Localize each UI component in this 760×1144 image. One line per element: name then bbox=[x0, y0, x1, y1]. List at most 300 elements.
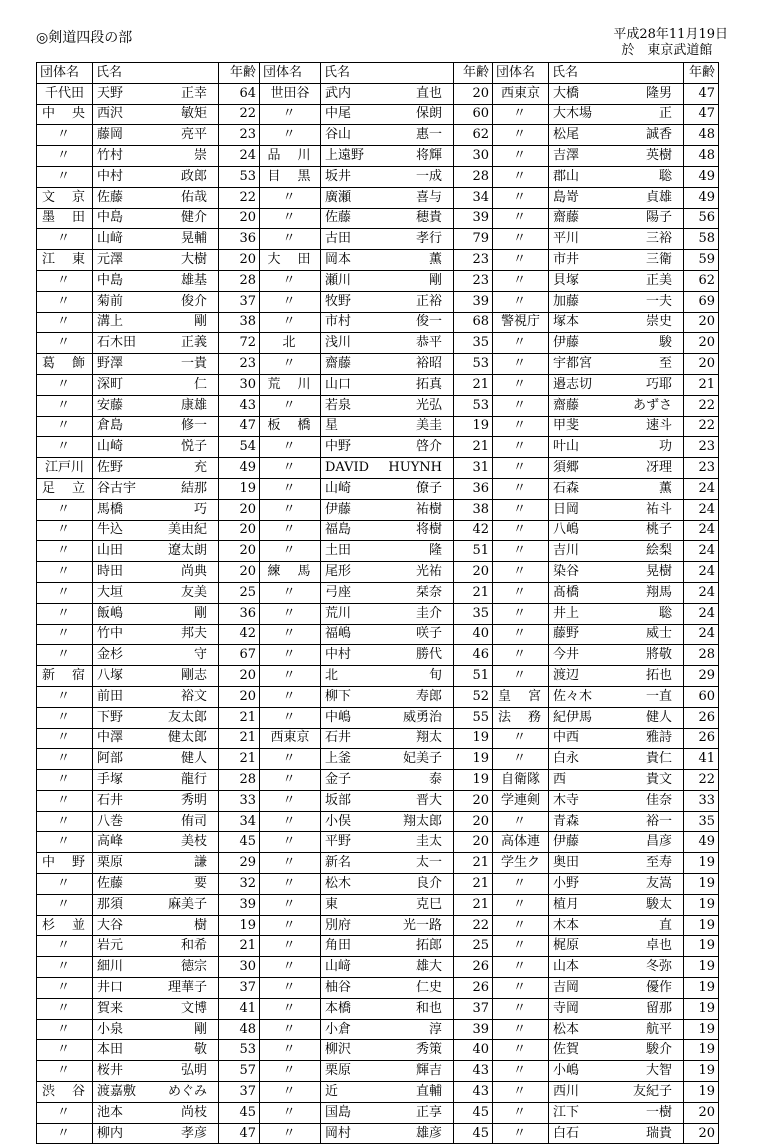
age-cell: 48 bbox=[684, 125, 719, 146]
org-cell: 〃 bbox=[37, 894, 93, 915]
family-name: 日岡 bbox=[553, 501, 580, 517]
family-name: 浅川 bbox=[325, 335, 352, 351]
age-cell: 30 bbox=[219, 957, 260, 978]
family-name: 石木田 bbox=[97, 335, 137, 351]
table-row bbox=[493, 728, 719, 749]
table-row bbox=[37, 1123, 260, 1144]
age-cell: 45 bbox=[454, 1123, 493, 1144]
age-cell: 21 bbox=[219, 936, 260, 957]
age-cell: 43 bbox=[454, 1061, 493, 1082]
table-row bbox=[493, 978, 719, 999]
age-cell: 43 bbox=[219, 395, 260, 416]
table-row bbox=[37, 853, 260, 874]
name-cell bbox=[321, 874, 454, 895]
given-name: 拓郎 bbox=[415, 938, 442, 954]
org-cell: 〃 bbox=[493, 333, 549, 354]
org-cell: 〃 bbox=[37, 520, 93, 541]
family-name: 平野 bbox=[325, 834, 352, 850]
name-cell bbox=[549, 83, 684, 104]
name-cell bbox=[321, 832, 454, 853]
table-row bbox=[37, 312, 260, 333]
name-cell bbox=[549, 915, 684, 936]
table-row bbox=[37, 354, 260, 375]
age-cell: 45 bbox=[219, 832, 260, 853]
age-cell: 72 bbox=[219, 333, 260, 354]
org-cell: 〃 bbox=[37, 166, 93, 187]
name-cell bbox=[549, 603, 684, 624]
table-row bbox=[37, 686, 260, 707]
age-cell: 42 bbox=[219, 624, 260, 645]
name-cell bbox=[549, 978, 684, 999]
org-cell: 中 央 bbox=[37, 104, 93, 125]
family-name: 本田 bbox=[97, 1042, 124, 1058]
org-cell: 〃 bbox=[260, 978, 321, 999]
org-cell: 〃 bbox=[37, 270, 93, 291]
name-cell bbox=[549, 291, 684, 312]
name-cell bbox=[93, 749, 219, 770]
family-name: 中野 bbox=[325, 439, 352, 455]
org-cell: 〃 bbox=[37, 749, 93, 770]
table-row bbox=[37, 1082, 260, 1103]
given-name: 良介 bbox=[415, 875, 442, 891]
age-cell: 22 bbox=[684, 416, 719, 437]
table-row bbox=[493, 562, 719, 583]
given-name: 隆 bbox=[428, 543, 442, 559]
name-cell bbox=[321, 770, 454, 791]
table-row bbox=[493, 520, 719, 541]
org-cell: 〃 bbox=[260, 749, 321, 770]
name-cell bbox=[549, 354, 684, 375]
org-cell: 〃 bbox=[260, 874, 321, 895]
family-name: 倉島 bbox=[97, 418, 124, 434]
given-name: あずさ bbox=[632, 397, 672, 413]
family-name: 奥田 bbox=[553, 855, 580, 871]
given-name: 正 bbox=[658, 106, 672, 122]
family-name: 石井 bbox=[325, 730, 352, 746]
table-row bbox=[493, 874, 719, 895]
family-name: 白永 bbox=[553, 751, 580, 767]
given-name: 麻美子 bbox=[167, 896, 207, 912]
given-name: 美圭 bbox=[415, 418, 442, 434]
org-cell: 文 京 bbox=[37, 187, 93, 208]
table-row bbox=[260, 520, 493, 541]
name-cell bbox=[549, 333, 684, 354]
given-name: 謙 bbox=[193, 855, 207, 871]
family-name: 岩元 bbox=[97, 938, 124, 954]
age-cell: 20 bbox=[684, 354, 719, 375]
table-row bbox=[260, 437, 493, 458]
table-row bbox=[493, 104, 719, 125]
table-row bbox=[493, 416, 719, 437]
age-cell: 20 bbox=[219, 208, 260, 229]
given-name: 圭太 bbox=[415, 834, 442, 850]
given-name: 雄彦 bbox=[415, 1125, 442, 1141]
name-cell bbox=[93, 1040, 219, 1061]
table-row bbox=[493, 166, 719, 187]
age-cell: 30 bbox=[454, 146, 493, 167]
age-cell: 26 bbox=[454, 978, 493, 999]
name-cell bbox=[321, 1082, 454, 1103]
age-cell: 20 bbox=[219, 562, 260, 583]
name-cell bbox=[93, 187, 219, 208]
table-row bbox=[493, 957, 719, 978]
given-name: 祐樹 bbox=[415, 501, 442, 517]
family-name: 井口 bbox=[97, 979, 124, 995]
table-row bbox=[493, 1061, 719, 1082]
age-cell: 23 bbox=[219, 125, 260, 146]
org-cell: 〃 bbox=[493, 1123, 549, 1144]
table-row bbox=[260, 208, 493, 229]
given-name: 啓介 bbox=[415, 439, 442, 455]
org-cell: 法 務 bbox=[493, 707, 549, 728]
age-cell: 22 bbox=[219, 104, 260, 125]
given-name: 樹 bbox=[193, 917, 207, 933]
family-name: 邉志切 bbox=[553, 376, 593, 392]
age-cell: 36 bbox=[219, 229, 260, 250]
age-cell: 24 bbox=[684, 541, 719, 562]
given-name: 貴仁 bbox=[645, 751, 672, 767]
family-name: 尾形 bbox=[325, 564, 352, 580]
name-cell bbox=[93, 853, 219, 874]
age-cell: 47 bbox=[219, 1123, 260, 1144]
org-cell: 〃 bbox=[260, 125, 321, 146]
table-row bbox=[37, 499, 260, 520]
org-cell: 〃 bbox=[493, 1082, 549, 1103]
age-cell: 24 bbox=[684, 603, 719, 624]
given-name: 淳 bbox=[428, 1021, 442, 1037]
name-cell bbox=[321, 312, 454, 333]
age-cell: 62 bbox=[684, 270, 719, 291]
family-name: 大垣 bbox=[97, 584, 124, 600]
table-row bbox=[37, 229, 260, 250]
table-row bbox=[493, 395, 719, 416]
given-name: 輝吉 bbox=[415, 1063, 442, 1079]
name-cell bbox=[93, 1082, 219, 1103]
family-name: 桜井 bbox=[97, 1063, 124, 1079]
org-cell: 〃 bbox=[260, 645, 321, 666]
name-cell bbox=[321, 83, 454, 104]
name-cell bbox=[321, 354, 454, 375]
given-name: 貞雄 bbox=[645, 189, 672, 205]
org-cell: 〃 bbox=[260, 666, 321, 687]
org-cell: 〃 bbox=[493, 125, 549, 146]
name-cell bbox=[549, 853, 684, 874]
family-name: 齋藤 bbox=[325, 356, 352, 372]
family-name: 金子 bbox=[325, 771, 352, 787]
org-cell: 〃 bbox=[37, 603, 93, 624]
given-name: 英樹 bbox=[645, 148, 672, 164]
table-row bbox=[260, 458, 493, 479]
age-cell: 22 bbox=[684, 395, 719, 416]
given-name: 剛志 bbox=[180, 668, 207, 683]
family-name: 小泉 bbox=[97, 1021, 124, 1037]
org-cell: 〃 bbox=[260, 770, 321, 791]
given-name: 光一路 bbox=[402, 917, 442, 933]
name-cell bbox=[549, 666, 684, 687]
age-cell: 64 bbox=[219, 83, 260, 104]
table-row bbox=[260, 936, 493, 957]
family-name: 本橋 bbox=[325, 1000, 352, 1016]
age-cell: 37 bbox=[219, 291, 260, 312]
table-row bbox=[260, 270, 493, 291]
org-cell: 〃 bbox=[37, 832, 93, 853]
given-name: 一成 bbox=[415, 168, 442, 184]
org-cell: 中 野 bbox=[37, 853, 93, 874]
age-cell: 24 bbox=[684, 624, 719, 645]
name-cell bbox=[321, 146, 454, 167]
column-header-org: 団体名 bbox=[37, 63, 93, 84]
given-name: 昌彦 bbox=[645, 834, 672, 850]
table-row bbox=[493, 1040, 719, 1061]
org-cell: 〃 bbox=[37, 229, 93, 250]
given-name: 裕一 bbox=[645, 813, 672, 829]
name-cell bbox=[93, 936, 219, 957]
column-header-age: 年齢 bbox=[684, 63, 719, 84]
org-cell: 〃 bbox=[493, 811, 549, 832]
column-header-name: 氏名 bbox=[93, 63, 219, 84]
name-cell bbox=[321, 291, 454, 312]
age-cell: 48 bbox=[684, 146, 719, 167]
family-name: 吉岡 bbox=[553, 979, 580, 995]
given-name: 拓真 bbox=[415, 376, 442, 392]
age-cell: 51 bbox=[454, 666, 493, 687]
org-cell: 〃 bbox=[260, 1082, 321, 1103]
name-cell bbox=[321, 666, 454, 687]
age-cell: 20 bbox=[454, 832, 493, 853]
name-cell bbox=[321, 333, 454, 354]
given-name: 敏矩 bbox=[180, 106, 207, 122]
age-cell: 19 bbox=[684, 998, 719, 1019]
event-info bbox=[613, 27, 728, 59]
family-name: 西 bbox=[553, 771, 567, 787]
age-cell: 53 bbox=[219, 166, 260, 187]
family-name: 貝塚 bbox=[553, 272, 580, 288]
family-name: 伊藤 bbox=[325, 501, 352, 517]
name-cell bbox=[321, 374, 454, 395]
name-cell bbox=[93, 686, 219, 707]
family-name: 佐藤 bbox=[97, 189, 124, 205]
family-name: 中澤 bbox=[97, 730, 124, 746]
name-cell bbox=[93, 291, 219, 312]
family-name: 山崎 bbox=[97, 439, 124, 455]
name-cell bbox=[549, 1082, 684, 1103]
name-cell bbox=[321, 250, 454, 271]
given-name: 栞奈 bbox=[415, 584, 442, 600]
table-row bbox=[493, 936, 719, 957]
given-name: 友嵩 bbox=[645, 875, 672, 891]
given-name: 剛 bbox=[193, 1021, 207, 1037]
age-cell: 49 bbox=[684, 832, 719, 853]
org-cell: 〃 bbox=[37, 936, 93, 957]
name-cell bbox=[93, 83, 219, 104]
name-cell bbox=[93, 1123, 219, 1144]
given-name: 一直 bbox=[645, 688, 672, 704]
given-name: 惠一 bbox=[415, 127, 442, 143]
given-name: 巧 bbox=[193, 501, 207, 517]
table-row bbox=[493, 437, 719, 458]
given-name: 邦夫 bbox=[180, 626, 207, 642]
given-name: 穂貴 bbox=[415, 210, 442, 226]
table-row bbox=[37, 978, 260, 999]
family-name: 梶原 bbox=[553, 938, 580, 954]
family-name: 佐藤 bbox=[97, 875, 124, 891]
org-cell: 〃 bbox=[37, 146, 93, 167]
table-header-row bbox=[37, 63, 260, 84]
org-cell: 〃 bbox=[260, 853, 321, 874]
age-cell: 21 bbox=[454, 894, 493, 915]
table-row bbox=[37, 770, 260, 791]
table-row bbox=[493, 146, 719, 167]
given-name: 雅詩 bbox=[645, 730, 672, 746]
age-cell: 19 bbox=[219, 478, 260, 499]
family-name: 坂井 bbox=[325, 168, 352, 184]
age-cell: 19 bbox=[454, 770, 493, 791]
name-cell bbox=[93, 666, 219, 687]
age-cell: 20 bbox=[684, 312, 719, 333]
table-row bbox=[260, 1082, 493, 1103]
table-row bbox=[260, 395, 493, 416]
family-name: 市村 bbox=[325, 314, 352, 330]
org-cell: 〃 bbox=[493, 291, 549, 312]
given-name: 一貴 bbox=[180, 356, 207, 372]
family-name: 大橋 bbox=[553, 85, 580, 101]
name-cell bbox=[321, 645, 454, 666]
given-name: 雄大 bbox=[415, 959, 442, 975]
name-cell bbox=[93, 770, 219, 791]
family-name: 柳沢 bbox=[325, 1042, 352, 1058]
table-row bbox=[260, 686, 493, 707]
given-name: 直也 bbox=[415, 85, 442, 101]
org-cell: 〃 bbox=[493, 603, 549, 624]
org-cell: 〃 bbox=[260, 499, 321, 520]
given-name: 航平 bbox=[645, 1021, 672, 1037]
age-cell: 20 bbox=[219, 666, 260, 687]
table-row bbox=[493, 915, 719, 936]
age-cell: 36 bbox=[454, 478, 493, 499]
org-cell: 〃 bbox=[260, 707, 321, 728]
family-name: 中西 bbox=[553, 730, 580, 746]
family-name: 植月 bbox=[553, 896, 580, 912]
table-header-row bbox=[260, 63, 493, 84]
given-name: 威勇治 bbox=[402, 709, 442, 725]
age-cell: 20 bbox=[454, 562, 493, 583]
table-row bbox=[37, 333, 260, 354]
given-name: 桃子 bbox=[645, 522, 672, 538]
name-cell bbox=[549, 229, 684, 250]
org-cell: 〃 bbox=[493, 978, 549, 999]
age-cell: 43 bbox=[454, 1082, 493, 1103]
org-cell: 〃 bbox=[260, 957, 321, 978]
age-cell: 23 bbox=[219, 354, 260, 375]
family-name: 江下 bbox=[553, 1104, 580, 1120]
family-name: 柳内 bbox=[97, 1125, 124, 1141]
table-row bbox=[260, 666, 493, 687]
table-row bbox=[493, 790, 719, 811]
name-cell bbox=[549, 416, 684, 437]
given-name: 保朗 bbox=[415, 106, 442, 122]
family-name: 藤岡 bbox=[97, 127, 124, 143]
roster-tables bbox=[36, 62, 718, 1144]
family-name: 平川 bbox=[553, 231, 580, 247]
family-name: 市井 bbox=[553, 252, 580, 268]
family-name: 髙橋 bbox=[553, 584, 580, 600]
name-cell bbox=[549, 395, 684, 416]
org-cell: 〃 bbox=[260, 270, 321, 291]
name-cell bbox=[93, 998, 219, 1019]
table-row bbox=[37, 416, 260, 437]
family-name: 栗原 bbox=[325, 1063, 352, 1079]
org-cell: 〃 bbox=[260, 229, 321, 250]
table-row bbox=[37, 874, 260, 895]
table-row bbox=[493, 270, 719, 291]
name-cell bbox=[321, 707, 454, 728]
roster-table-2 bbox=[259, 62, 493, 1144]
given-name: 聡 bbox=[658, 605, 672, 621]
given-name: 瑞貴 bbox=[645, 1125, 672, 1141]
family-name: 渡辺 bbox=[553, 668, 580, 683]
org-cell: 〃 bbox=[37, 1040, 93, 1061]
table-row bbox=[493, 333, 719, 354]
org-cell: 江戸川 bbox=[37, 458, 93, 479]
family-name: 叶山 bbox=[553, 439, 580, 455]
table-row bbox=[260, 416, 493, 437]
given-name: 友太郎 bbox=[167, 709, 207, 725]
family-name: 新名 bbox=[325, 855, 352, 871]
family-name: 中村 bbox=[325, 647, 352, 663]
org-cell: 〃 bbox=[37, 957, 93, 978]
table-row bbox=[37, 707, 260, 728]
family-name: 中島 bbox=[97, 272, 124, 288]
family-name: 岡本 bbox=[325, 252, 352, 268]
table-row bbox=[37, 104, 260, 125]
family-name: 大谷 bbox=[97, 917, 124, 933]
family-name: 小俣 bbox=[325, 813, 352, 829]
org-cell: 自衛隊 bbox=[493, 770, 549, 791]
event-date: 平成28年11月19日 bbox=[613, 27, 728, 42]
table-row bbox=[37, 998, 260, 1019]
name-cell bbox=[549, 874, 684, 895]
name-cell bbox=[549, 770, 684, 791]
age-cell: 47 bbox=[684, 83, 719, 104]
given-name: 政郎 bbox=[180, 168, 207, 184]
age-cell: 20 bbox=[219, 520, 260, 541]
table-row bbox=[493, 1123, 719, 1144]
name-cell bbox=[549, 208, 684, 229]
age-cell: 59 bbox=[684, 250, 719, 271]
org-cell: 〃 bbox=[37, 125, 93, 146]
name-cell bbox=[93, 395, 219, 416]
age-cell: 24 bbox=[219, 146, 260, 167]
age-cell: 25 bbox=[219, 582, 260, 603]
table-row bbox=[493, 582, 719, 603]
org-cell: 高体連 bbox=[493, 832, 549, 853]
family-name: 石森 bbox=[553, 480, 580, 496]
name-cell bbox=[93, 957, 219, 978]
org-cell: 〃 bbox=[493, 187, 549, 208]
org-cell: 〃 bbox=[260, 354, 321, 375]
name-cell bbox=[93, 478, 219, 499]
age-cell: 29 bbox=[219, 853, 260, 874]
table-row bbox=[493, 291, 719, 312]
family-name: 福嶋 bbox=[325, 626, 352, 642]
age-cell: 38 bbox=[454, 499, 493, 520]
name-cell bbox=[93, 250, 219, 271]
given-name: 正義 bbox=[180, 335, 207, 351]
name-cell bbox=[549, 250, 684, 271]
age-cell: 19 bbox=[684, 1019, 719, 1040]
family-name: 中嶋 bbox=[325, 709, 352, 725]
org-cell: 〃 bbox=[493, 250, 549, 271]
